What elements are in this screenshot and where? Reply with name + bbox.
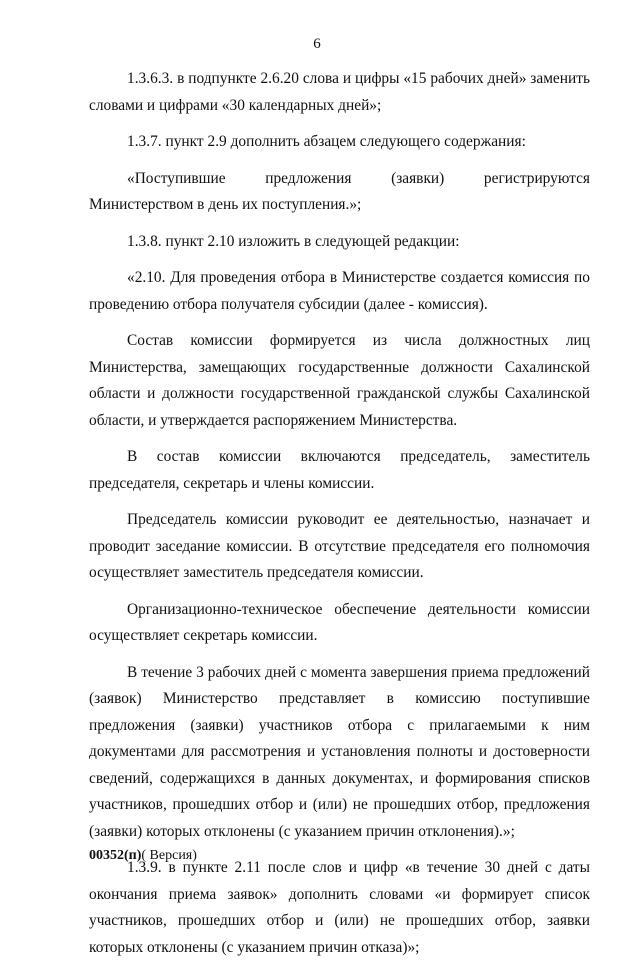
paragraph: 1.3.8. пункт 2.10 изложить в следующей редакции: — [127, 232, 460, 250]
paragraph: 1.3.9. в пункте 2.11 после слов и цифр «в течение 30 дней с даты окончания приема заявок» дополнить словами «и формирует список участников, прошедших отбор и (или) не прошедших отбор, заявки которых отклонены (с указанием причин отказа)»; — [89, 859, 590, 956]
document-version: ( Версия) — [141, 848, 197, 863]
document-footer — [89, 848, 197, 864]
paragraph: В течение 3 рабочих дней с момента завершения приема предложений (заявок) Министерство представляет в комиссию поступившие предложения (заявки) участников отбора с прилагаемыми к ним документами для рассмотрения и установления полноты и достоверности сведений, содержащихся в данных документах, и формирования списков участников, прошедших отбор и (или) не прошедших отбор, предложения (заявки) которых отклонены (с указанием причин отклонения).»; — [89, 663, 590, 840]
paragraph: 1.3.7. пункт 2.9 дополнить абзацем следующего содержания: — [127, 133, 526, 150]
document-code: 00352(п) — [89, 848, 142, 863]
paragraph: Председатель комиссии руководит ее деятельностью, назначает и проводит заседание комиссии. В отсутствие председателя его полномочия осуществляет заместитель председателя комиссии. — [89, 511, 590, 581]
paragraph: «2.10. Для проведения отбора в Министерстве создается комиссия по проведению отбора получателя субсидии (далее - комиссия). — [89, 269, 590, 313]
paragraph: «Поступившие предложения (заявки) регистрируются Министерством в день их поступления.»; — [89, 169, 590, 213]
page-number: 6 — [313, 36, 321, 52]
paragraph: Организационно-техническое обеспечение деятельности комиссии осуществляет секретарь комиссии. — [89, 600, 590, 644]
paragraph: 1.3.6.3. в подпункте 2.6.20 слова и цифры «15 рабочих дней» заменить словами и цифрами «30 календарных дней»; — [89, 70, 590, 114]
document-body — [89, 66, 590, 971]
paragraph: Состав комиссии формируется из числа должностных лиц Министерства, замещающих государственные должности Сахалинской области и должности государственной гражданской службы Сахалинской области, и утверждается распоряжением Министерства. — [89, 332, 590, 429]
paragraph: В состав комиссии включаются председатель, заместитель председателя, секретарь и члены комиссии. — [89, 448, 590, 492]
